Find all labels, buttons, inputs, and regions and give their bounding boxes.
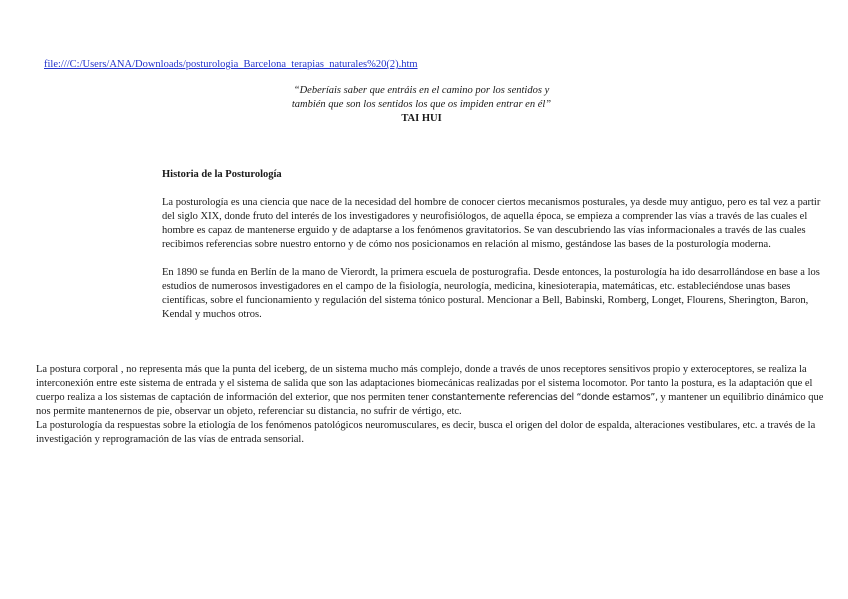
quote-author: TAI HUI [401,113,442,124]
source-url-link[interactable]: file:///C:/Users/ANA/Downloads/posturologia_Barcelona_terapias_naturales%20(2).htm [44,59,418,70]
history-section [162,168,826,336]
quote-line-2: también que son los sentidos los que os impiden entrar en él” [291,99,552,110]
history-paragraph-1: La posturología es una ciencia que nace de la necesidad del hombre de conocer ciertos mecanismos posturales, ya desde muy antiguo, pero es tal vez a partir del siglo XIX, donde fruto del interés de los investigadores y neurofisiólogos, de aquella época, se empieza a comprender las vías a través de las cuales el hombre es capaz de mantenerse erguido y de adaptarse a los fenómenos gravitatorios. Se van descubriendo las vías informacionales a través de las cuales recibimos referencias sobre nuestro entorno y de cómo nos posicionamos en relación al mismo, gestándose las bases de la posturología moderna. [162,197,821,250]
history-paragraph-2: En 1890 se funda en Berlín de la mano de Vierordt, la primera escuela de posturografia. Desde entonces, la posturología ha ido desarrollándose en base a los estudios de numerosos investigadores en el campo de la fisiología, neurología, medicina, kinesioterapia, matemáticas, etc. estableciéndose unas bases científicas, sobre el funcionamiento y regulación del sistema tónico postural. Mencionar a Bell, Babinski, Romberg, Longet, Flourens, Sherington, Baron, Kendal y muchos otros. [162,267,820,320]
posture-paragraph [36,363,826,419]
posture-paragraph-highlight: constantemente referencias del “donde estamos”, [431,392,658,403]
etiology-paragraph: La posturología da respuestas sobre la etiología de los fenómenos patológicos neuromusculares, es decir, busca el origen del dolor de espalda, alteraciones vestibulares, etc. a través de la investigación y reprogramación de las vías de entrada sensorial. [36,420,816,445]
epigraph-quote [200,84,643,126]
posture-paragraph-part-2: y mantener un equilibrio dinámico que nos permite mantenernos de pie, observar un objeto, referenciar su distancia, no sufrir de vértigo, etc. [36,392,824,417]
section-title: Historia de la Posturología [162,169,282,180]
quote-line-1: “Deberíais saber que entráis en el camino por los sentidos y [293,85,550,96]
posture-section [36,363,826,447]
posture-paragraph-part-1: La postura corporal , no representa más que la punta del iceberg, de un sistema mucho más complejo, donde a través de unos receptores sensitivos propio y exteroceptores, se realiza la interconexión entre este sistema de entrada y el sistema de salida que son las adaptaciones biomecánicas realizadas por el sistema locomotor. Por tanto la postura, es la adaptación que el cuerpo realiza a los sistemas de captación de información del exterior, que nos permiten tener [36,364,813,403]
